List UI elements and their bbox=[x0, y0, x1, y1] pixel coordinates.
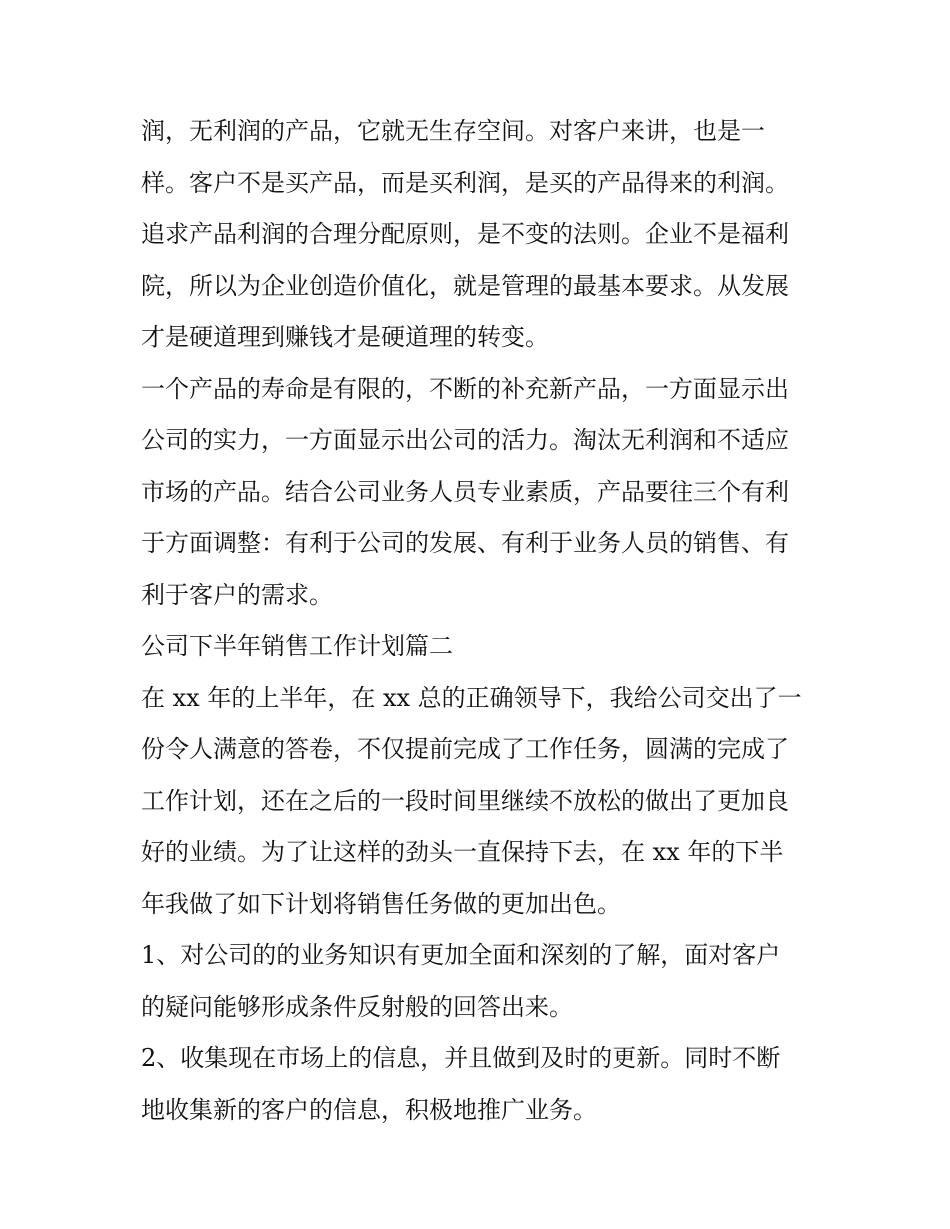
section-heading: 公司下半年销售工作计划篇二 bbox=[141, 632, 453, 660]
text-line: 的疑问能够形成条件反射般的回答出来。 bbox=[141, 992, 573, 1021]
text-line: 润，无利润的产品，它就无生存空间。对客户来讲，也是一 bbox=[141, 117, 765, 145]
text-line: 在 xx 年的上半年，在 xx 总的正确领导下，我给公司交出了一 bbox=[141, 683, 802, 712]
list-item-1: 1、对公司的的业务知识有更加全面和深刻的了解，面对客户 bbox=[141, 941, 781, 969]
text-line: 市场的产品。结合公司业务人员专业素质，产品要往三个有利 bbox=[141, 477, 789, 506]
text-line: 一个产品的寿命是有限的，不断的补充新产品，一方面显示出 bbox=[141, 374, 789, 403]
text-line: 于方面调整：有利于公司的发展、有利于业务人员的销售、有 bbox=[141, 529, 789, 557]
text-line: 利于客户的需求。 bbox=[141, 580, 333, 609]
text-line: 份令人满意的答卷，不仅提前完成了工作任务，圆满的完成了 bbox=[141, 735, 789, 763]
text-line: 好的业绩。为了让这样的劲头一直保持下去，在 xx 年的下半 bbox=[141, 838, 784, 866]
text-line: 样。客户不是买产品，而是买利润，是买的产品得来的利润。 bbox=[141, 168, 789, 197]
text-line: 院，所以为企业创造价值化，就是管理的最基本要求。从发展 bbox=[141, 271, 789, 300]
text-line: 才是硬道理到赚钱才是硬道理的转变。 bbox=[141, 323, 549, 351]
document-body bbox=[141, 106, 821, 1136]
text-line: 年我做了如下计划将销售任务做的更加出色。 bbox=[141, 889, 621, 918]
text-line: 地收集新的客户的信息，积极地推广业务。 bbox=[141, 1095, 597, 1124]
text-line: 公司的实力，一方面显示出公司的活力。淘汰无利润和不适应 bbox=[141, 426, 789, 454]
text-line: 追求产品利润的合理分配原则，是不变的法则。企业不是福利 bbox=[141, 220, 789, 248]
text-line: 工作计划，还在之后的一段时间里继续不放松的做出了更加良 bbox=[141, 786, 789, 815]
list-item-2: 2、收集现在市场上的信息，并且做到及时的更新。同时不断 bbox=[141, 1044, 781, 1072]
